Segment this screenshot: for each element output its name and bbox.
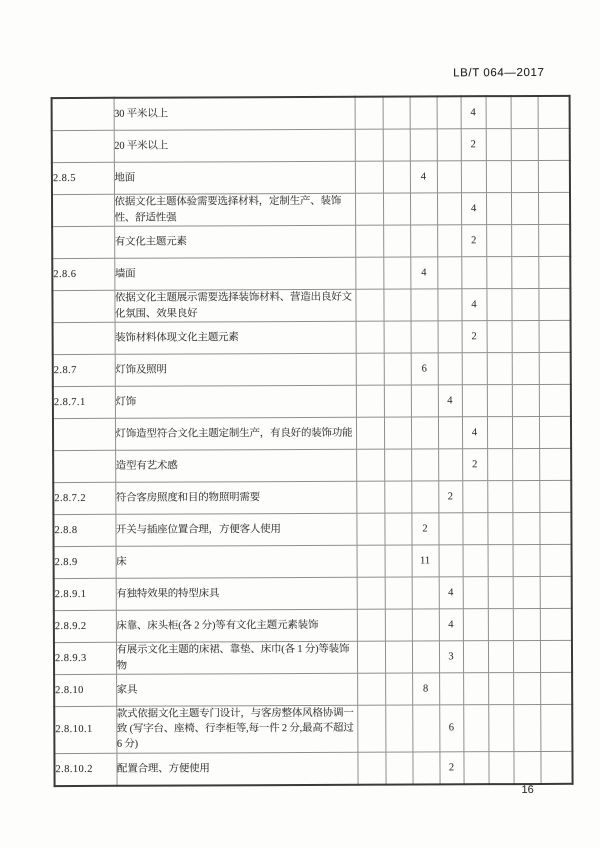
row-number-cell: 2.8.7 [53,354,115,386]
score-cell [384,321,411,353]
row-number-cell [52,290,114,322]
score-cell: 2 [411,513,438,545]
score-cell [412,641,439,673]
score-cell [437,161,461,193]
score-cell [513,704,540,751]
row-number-cell: 2.8.5 [52,162,114,194]
score-cell: 3 [439,641,463,673]
row-number-cell: 2.8.9.3 [54,642,116,674]
score-cell [385,673,412,705]
table-row [52,224,570,258]
score-cell [355,225,383,257]
score-cell [438,449,462,481]
score-cell [512,384,539,416]
score-cell [538,96,570,129]
score-cell [383,97,410,130]
score-cell [511,160,538,192]
table-row [53,480,571,514]
table-row [52,160,570,194]
table-row [54,672,572,706]
score-cell [487,321,512,353]
score-cell [486,225,511,257]
score-cell [513,576,540,608]
score-cell [439,673,463,705]
table-row [52,288,570,322]
row-description-cell: 配置合理、方便使用 [116,752,357,786]
score-cell [356,481,384,513]
row-description-cell: 有展示文化主题的床裙、靠垫、床巾(各 1 分)等装饰物 [116,641,357,674]
score-cell [357,609,385,641]
score-cell [462,481,487,513]
score-cell [437,96,461,129]
score-cell [410,225,437,257]
score-cell [538,160,570,192]
score-cell [437,257,461,289]
score-cell: 2 [461,129,486,161]
score-cell [437,129,461,161]
score-cell [438,417,462,449]
score-cell: 2 [462,449,487,481]
score-cell [488,641,513,673]
score-cell [538,288,570,320]
table-row [54,544,572,578]
row-description-cell: 造型有艺术感 [115,449,356,482]
score-cell [488,705,513,752]
score-cell [438,353,462,385]
row-number-cell: 2.8.6 [52,258,114,290]
score-cell [487,513,512,545]
score-cell [540,751,572,784]
score-cell [355,97,383,130]
score-cell [356,417,384,449]
score-cell [538,192,570,224]
table-row [52,96,570,131]
score-cell: 6 [439,705,463,752]
row-number-cell [53,450,115,482]
score-cell [539,416,571,448]
score-cell: 4 [410,161,437,193]
score-cell [462,385,487,417]
score-cell [384,385,411,417]
score-cell [355,257,383,289]
row-description-cell: 墙面 [114,257,355,290]
row-description-cell: 家具 [116,673,357,706]
score-cell [512,320,539,352]
score-cell [487,449,512,481]
score-cell [357,577,385,609]
score-cell [538,128,570,160]
score-cell [513,640,540,672]
score-cell [487,417,512,449]
table-row [53,512,571,546]
score-cell [438,321,462,353]
row-number-cell: 2.8.7.1 [53,386,115,418]
score-cell [539,352,571,384]
score-cell [511,224,538,256]
score-cell [486,289,511,321]
row-description-cell: 开关与插座位置合理，方便客人使用 [115,513,356,546]
score-cell: 8 [412,673,439,705]
score-cell [538,256,570,288]
score-cell [439,545,463,577]
score-cell [356,321,384,353]
score-cell: 4 [438,385,462,417]
score-cell [412,577,439,609]
score-cell [539,512,571,544]
score-cell [512,512,539,544]
row-number-cell [52,98,114,131]
score-cell [540,672,572,704]
score-cell: 4 [462,417,487,449]
row-number-cell [52,194,114,226]
score-cell [511,192,538,224]
row-description-cell: 地面 [114,161,355,194]
score-cell [540,576,572,608]
row-number-cell: 2.8.9.1 [54,578,116,610]
score-cell [412,609,439,641]
score-cell [410,289,437,321]
score-cell [383,129,410,161]
row-number-cell [53,418,115,450]
score-cell [488,609,513,641]
row-description-cell: 有文化主题元素 [114,225,355,258]
row-number-cell [52,130,114,162]
score-cell [411,321,438,353]
score-cell [462,513,487,545]
score-cell: 4 [461,96,486,129]
table-row [53,352,571,386]
table-row [53,448,571,482]
score-cell: 2 [438,481,462,513]
score-cell [412,752,439,785]
score-cell [384,449,411,481]
score-cell [437,289,461,321]
score-cell [357,705,385,752]
score-cell [539,384,571,416]
score-cell [513,608,540,640]
score-cell [487,353,512,385]
row-number-cell: 2.8.8 [53,514,115,546]
score-cell: 4 [461,193,486,225]
evaluation-score-table [51,95,574,787]
row-description-cell: 灯饰造型符合文化主题定制生产，有良好的装饰功能 [115,417,356,450]
score-cell [355,193,383,225]
score-cell [410,193,437,225]
table-row [54,608,572,642]
row-number-cell: 2.8.9.2 [54,610,116,642]
table-row [52,128,570,162]
table-row [54,640,572,674]
score-cell [463,577,488,609]
table-row [54,704,572,753]
score-cell [437,193,461,225]
score-cell [437,225,461,257]
score-cell [385,609,412,641]
score-cell [511,96,538,129]
score-cell [513,751,540,784]
row-description-cell: 依据文化主题体验需要选择材料，定制生产、装饰性、舒适性强 [114,193,355,226]
score-cell [539,480,571,512]
score-cell [356,513,384,545]
score-cell: 2 [462,321,487,353]
score-cell [540,544,572,576]
row-description-cell: 款式依据文化主题专门设计，与客房整体风格协调一致 (写字台、座椅、行李柜等,每一件 2 分,最高不超过 6 分) [116,705,357,753]
score-cell: 6 [411,353,438,385]
score-cell [411,449,438,481]
score-cell [487,481,512,513]
score-cell [538,224,570,256]
score-cell [411,385,438,417]
score-cell [357,752,385,785]
score-cell [385,545,412,577]
score-cell [540,704,572,751]
score-cell [355,289,383,321]
score-cell [463,751,488,784]
row-description-cell: 床靠、床头柜(各 2 分)等有文化主题元素装饰 [116,609,357,642]
score-cell [461,257,486,289]
score-cell [463,609,488,641]
row-description-cell: 有独特效果的特型床具 [116,577,357,610]
score-cell: 2 [461,225,486,257]
score-cell [384,481,411,513]
score-cell [383,257,410,289]
table-row [54,751,572,786]
score-cell [412,705,439,752]
row-number-cell [53,322,115,354]
row-description-cell: 灯饰及照明 [115,353,356,386]
score-cell [383,289,410,321]
score-cell [488,577,513,609]
score-cell [463,673,488,705]
table-row [53,416,571,450]
row-description-cell: 符合客房照度和目的物照明需要 [115,481,356,514]
score-cell [385,577,412,609]
row-description-cell: 床 [116,545,357,578]
score-cell [487,385,512,417]
score-cell [513,672,540,704]
score-cell [385,705,412,752]
page-number: 16 [521,783,534,797]
score-cell [512,352,539,384]
score-cell [486,129,511,161]
score-cell: 4 [461,289,486,321]
score-cell [486,193,511,225]
row-description-cell: 依据文化主题展示需要选择装饰材料、营造出良好文化氛围、效果良好 [114,289,355,322]
score-cell [463,641,488,673]
score-cell [513,544,540,576]
row-description-cell: 20 平米以上 [114,129,355,162]
table-body [52,96,573,786]
score-cell: 4 [439,609,463,641]
score-cell [463,705,488,752]
score-cell [383,161,410,193]
score-cell [488,751,513,784]
score-cell [385,641,412,673]
row-description-cell: 装饰材料体现文化主题元素 [115,321,356,354]
score-cell [357,641,385,673]
score-cell [512,448,539,480]
score-cell [461,161,486,193]
score-cell [486,161,511,193]
score-cell [411,481,438,513]
score-cell: 2 [439,751,463,784]
score-cell [355,161,383,193]
score-cell [486,96,511,129]
score-cell: 4 [410,257,437,289]
standard-code-header: LB/T 064—2017 [453,66,545,80]
row-description-cell: 30 平米以上 [114,97,355,131]
score-cell [462,353,487,385]
table-row [53,320,571,354]
score-cell [539,448,571,480]
score-cell [356,385,384,417]
score-cell [438,513,462,545]
score-cell [384,417,411,449]
score-cell [463,545,488,577]
score-cell: 4 [439,577,463,609]
score-cell [540,608,572,640]
row-number-cell [52,226,114,258]
score-cell [511,256,538,288]
score-cell [512,416,539,448]
score-cell [357,673,385,705]
table-row [54,576,572,610]
row-number-cell: 2.8.10.1 [54,706,116,753]
row-number-cell: 2.8.7.2 [53,482,115,514]
score-cell [384,353,411,385]
row-description-cell: 灯饰 [115,385,356,418]
score-cell [357,545,385,577]
score-cell [511,128,538,160]
score-cell [356,449,384,481]
score-cell [411,417,438,449]
score-cell [383,193,410,225]
score-cell [540,640,572,672]
score-cell [356,353,384,385]
table-row [52,256,570,290]
score-cell [539,320,571,352]
table-row [53,384,571,418]
score-cell [488,673,513,705]
score-cell [410,129,437,161]
table-row [52,192,570,226]
score-cell [385,752,412,785]
score-cell [355,129,383,161]
row-number-cell: 2.8.10.2 [54,753,116,786]
score-cell [512,480,539,512]
score-cell [486,257,511,289]
score-cell [488,545,513,577]
row-number-cell: 2.8.9 [54,546,116,578]
score-cell [383,225,410,257]
score-cell [384,513,411,545]
score-cell [511,288,538,320]
score-cell: 11 [412,545,439,577]
score-cell [410,96,437,129]
row-number-cell: 2.8.10 [54,674,116,706]
